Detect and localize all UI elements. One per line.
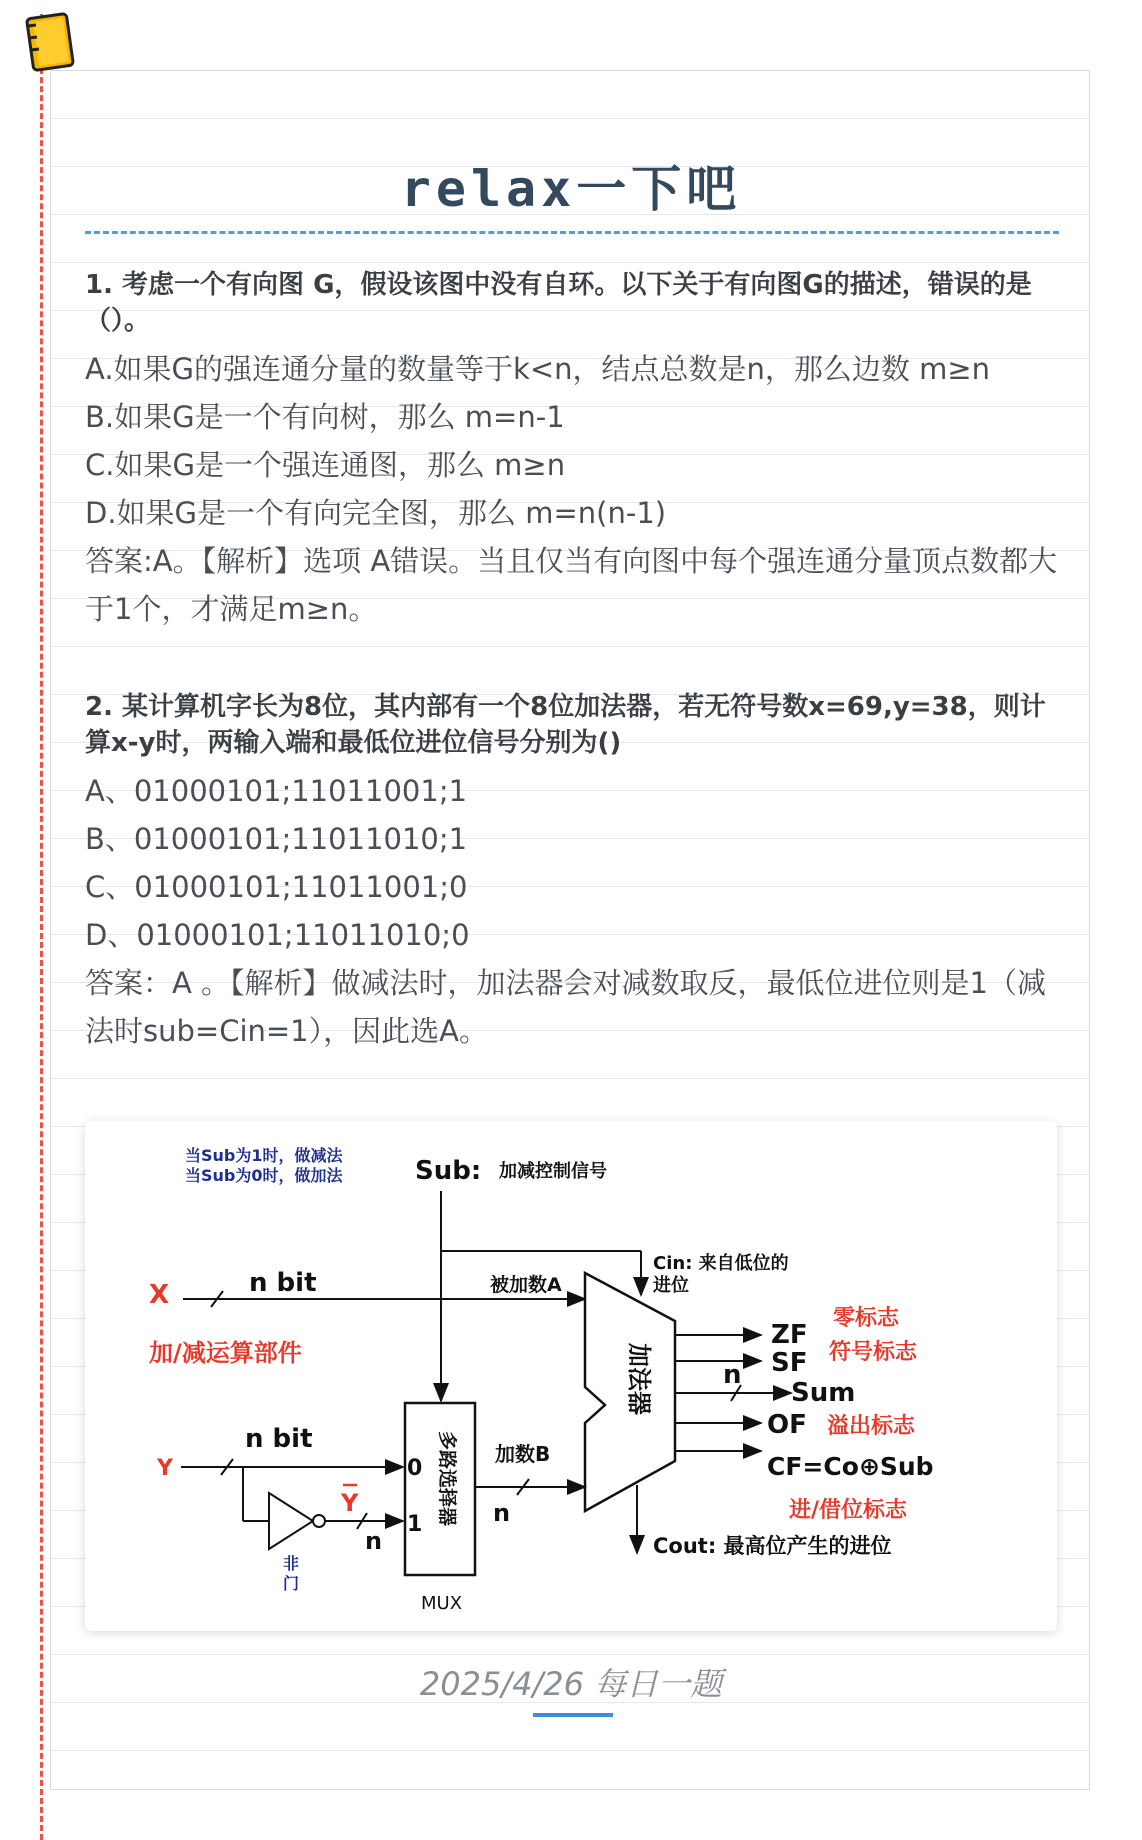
question-1-option-a: A.如果G的强连通分量的数量等于k<n，结点总数是n，那么边数 m≥n: [85, 352, 991, 386]
of-description: 溢出标志: [827, 1414, 916, 1439]
mux-caption: MUX: [421, 1593, 463, 1614]
question-1-title: 1. 考虑一个有向图 G，假设该图中没有自环。以下关于有向图G的描述，错误的是（）。: [85, 270, 1032, 336]
question-2-option-b: B、01000101;11011010;1: [85, 822, 468, 856]
addend-bits: n: [493, 1499, 511, 1527]
margin-line: [40, 14, 43, 1840]
sf-description: 符号标志: [829, 1340, 918, 1365]
title-divider: [85, 231, 1059, 234]
add-note: 当Sub为0时，做加法: [185, 1166, 343, 1185]
of-label: OF: [767, 1410, 807, 1440]
zf-label: ZF: [771, 1320, 808, 1350]
content-card: [50, 70, 1090, 1790]
mux-label: 多路选择器: [436, 1431, 458, 1527]
not-gate-label-2: 门: [283, 1574, 300, 1593]
mux-input-1: 1: [407, 1512, 423, 1537]
question-2-title: 2. 某计算机字长为8位，其内部有一个8位加法器，若无符号数x=69,y=38，则计算x-y时，两输入端和最低位进位信号分别为(): [85, 692, 1046, 758]
question-2-option-a: A、01000101;11011001;1: [85, 774, 468, 808]
adder-diagram: [85, 1121, 1057, 1631]
question-1-option-b: B.如果G是一个有向树，那么 m=n-1: [85, 400, 565, 434]
question-1-answer: 答案:A。【解析】选项 A错误。当且仅当有向图中每个强连通分量顶点数都大于1个，才满足m≥n。: [85, 544, 1058, 626]
sf-label: SF: [771, 1348, 808, 1378]
adder-diagram-figure: [85, 1121, 1057, 1631]
addend-label: 加数B: [495, 1442, 551, 1466]
question-1-option-d: D.如果G是一个有向完全图，那么 m=n(n-1): [85, 496, 667, 530]
question-2-option-c: C、01000101;11011001;0: [85, 870, 468, 904]
notebook-icon: [20, 12, 78, 76]
cf-description: 进/借位标志: [789, 1498, 908, 1523]
cin-label-2: 进位: [653, 1275, 689, 1296]
question-1-option-c: C.如果G是一个强连通图，那么 m≥n: [85, 448, 566, 482]
cf-label: CF=Co⊕Sub: [767, 1452, 934, 1481]
adder-label: 加法器: [625, 1343, 653, 1415]
ybar-label: Y: [341, 1489, 359, 1517]
y-label: Y: [157, 1456, 173, 1481]
question-2-answer: 答案：A 。【解析】做减法时，加法器会对减数取反，最低位进位则是1（减法时sub=Cin=1），因此选A。: [85, 966, 1047, 1048]
not-gate-label: 非: [283, 1554, 300, 1573]
x-bits: n bit: [249, 1268, 317, 1298]
page-title: relax一下吧: [400, 160, 742, 218]
cin-label: Cin: 来自低位的: [653, 1253, 789, 1274]
sum-bits: n: [723, 1360, 742, 1390]
question-2-option-d: D、01000101;11011010;0: [85, 918, 470, 952]
sub-label: Sub:: [415, 1156, 482, 1186]
not-gate: [269, 1493, 313, 1549]
mux-input-0: 0: [407, 1456, 423, 1481]
sum-label: Sum: [791, 1378, 856, 1408]
ybar-bits: n: [365, 1527, 383, 1555]
unit-label: 加/减运算部件: [149, 1339, 302, 1367]
footer-date: 2025/4/26 每日一题: [419, 1665, 723, 1703]
y-bits: n bit: [245, 1424, 313, 1454]
cout-label: Cout: 最高位产生的进位: [653, 1534, 892, 1558]
not-gate-bubble: [313, 1515, 325, 1527]
subtract-note: 当Sub为1时，做减法: [185, 1146, 343, 1165]
x-label: X: [149, 1280, 170, 1310]
augend-label: 被加数A: [490, 1274, 562, 1296]
sub-description: 加减控制信号: [499, 1161, 607, 1182]
footer-underline: [533, 1713, 613, 1717]
zf-description: 零标志: [833, 1306, 900, 1331]
